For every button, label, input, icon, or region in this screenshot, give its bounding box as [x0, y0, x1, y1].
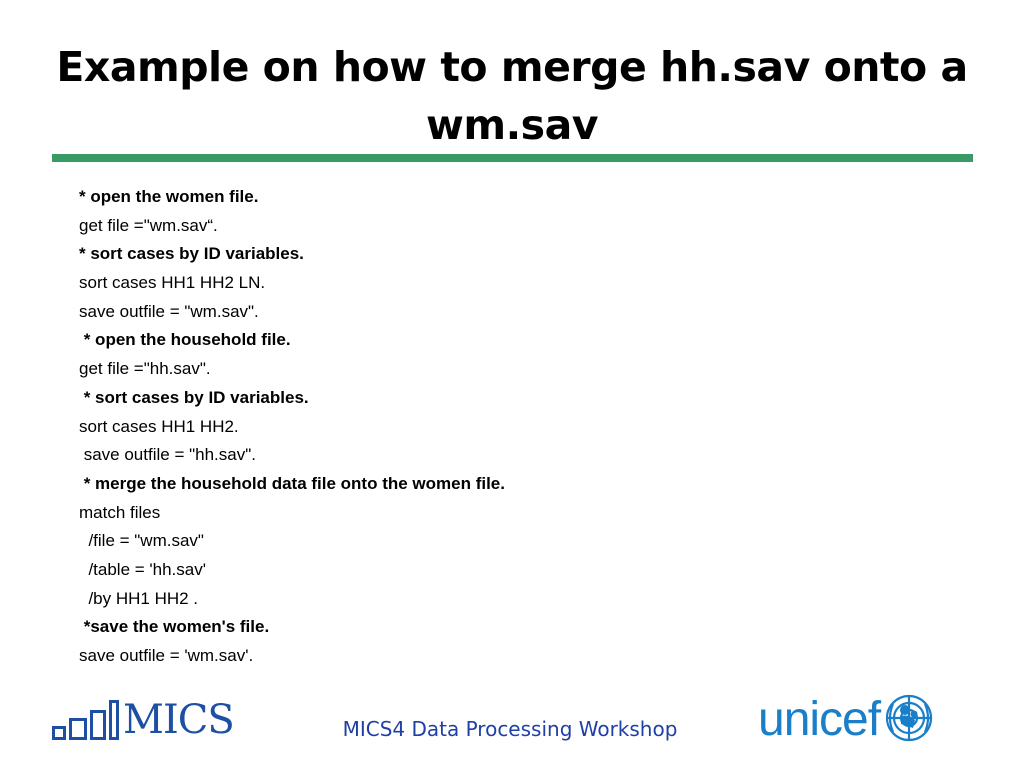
mics-bar-3 — [90, 710, 106, 740]
syntax-command-line: /file = "wm.sav" — [79, 531, 204, 551]
syntax-comment-line: * merge the household data file onto the women file. — [79, 473, 505, 493]
workshop-footer-text: MICS4 Data Processing Workshop — [342, 717, 678, 741]
mics-bar-4 — [109, 700, 119, 740]
syntax-comment-line: *save the women's file. — [79, 617, 270, 637]
syntax-command-line: save outfile = 'wm.sav'. — [79, 646, 254, 665]
syntax-command-line: get file ="hh.sav". — [79, 359, 211, 379]
spss-syntax-block — [79, 183, 959, 671]
syntax-comment-line: * open the household file. — [79, 330, 291, 350]
syntax-comment-line: * sort cases by ID variables. — [79, 244, 304, 264]
syntax-comment-line: * sort cases by ID variables. — [79, 387, 309, 407]
mics-bar-2 — [69, 718, 87, 740]
syntax-command-line: sort cases HH1 HH2 LN. — [79, 273, 266, 293]
syntax-command-line: /by HH1 HH2 . — [79, 588, 199, 608]
syntax-command-line: get file ="wm.sav“. — [79, 215, 218, 235]
unicef-logo-text: unicef — [758, 693, 881, 746]
mics-logo — [52, 697, 234, 743]
syntax-command-line: match files — [79, 502, 161, 522]
slide-title: Example on how to merge hh.sav onto a wm.sav — [56, 43, 968, 149]
syntax-comment-line: * open the women file. — [79, 187, 259, 206]
unicef-logo — [758, 694, 935, 746]
title-divider — [52, 154, 973, 162]
mics-bar-1 — [52, 726, 66, 740]
syntax-command-line: /table = 'hh.sav' — [79, 559, 206, 579]
mics-bars-icon — [52, 700, 119, 740]
syntax-command-line: sort cases HH1 HH2. — [79, 416, 239, 436]
syntax-command-line: save outfile = "hh.sav". — [79, 445, 256, 465]
unicef-emblem-icon — [883, 692, 935, 749]
syntax-command-line: save outfile = "wm.sav". — [79, 301, 259, 321]
mics-logo-text: MICS — [123, 697, 234, 743]
